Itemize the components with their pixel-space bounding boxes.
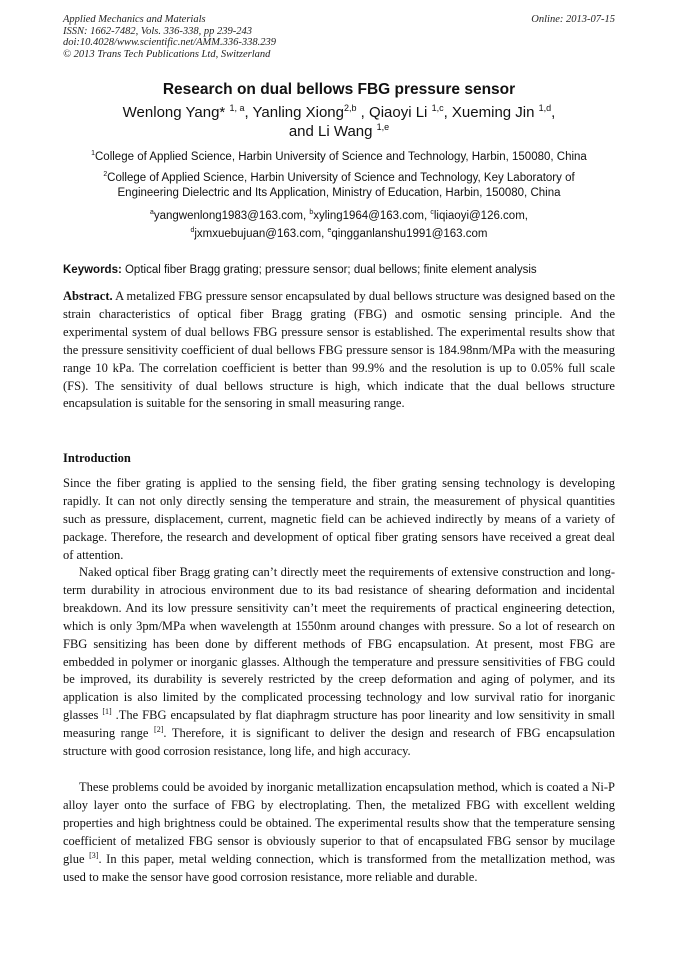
paragraph-text: . In this paper, metal welding connection, which is transformed from the metallization method, was used to make the sensor have good corrosion resistance, more reliable and durable.: [63, 851, 615, 884]
affiliation-1: [63, 150, 615, 165]
section-heading: Introduction: [63, 451, 131, 465]
affiliation-text: Engineering Dielectric and Its Application, Ministry of Education, Harbin, 150080, China: [117, 187, 561, 199]
affiliation-text: College of Applied Science, Harbin University of Science and Technology, Key Laboratory of: [107, 172, 575, 184]
author-affiliation: 1,c: [431, 103, 444, 113]
keywords-text: Optical fiber Bragg grating; pressure sensor; dual bellows; finite element analysis: [121, 264, 537, 276]
author-affiliation: 1,e: [376, 122, 390, 132]
email-tag: c: [430, 209, 434, 217]
paragraph: [63, 564, 615, 761]
author-list: Wenlong Yang* $^{1, a}$, Yanling Xiong$^{2,b}$ , Qiaoyi Li $^{1,c}$, Xueming Jin $^{1,d}$, and Li Wang $^{1,e}$: [122, 103, 556, 140]
abstract-text: A metalized FBG pressure sensor encapsulated by dual bellows structure was designed based on the strain characteristics of optical fiber Bragg grating (FBG) and osmotic sensing principle. And the experimental system of dual bellows FBG pressure sensor is established. The experimental results show that the pressure sensitivity coefficient of dual bellows FBG pressure sensor is 184.98nm/MPa with the measuring range 10 kPa. The correlation coefficient is better than 99.9% and the resolution is up to 0.05% full scale (FS). The sensitivity of dual bellows structure is high, which indicate that the dual bellows structure encapsulation is suitable for the sensoring in small measuring range.: [63, 289, 615, 411]
journal-name: Applied Mechanics and Materials: [63, 14, 206, 25]
author-name: Yanling Xiong: [252, 104, 344, 121]
author-name: Xueming Jin: [451, 104, 535, 121]
affiliation-text: College of Applied Science, Harbin University of Science and Technology, Harbin, 150080, China: [95, 151, 587, 163]
email-tag: e: [327, 227, 332, 235]
paragraph-text: These problems could be avoided by inorganic metallization encapsulation method, which is coated a Ni-P alloy layer onto the surface of FBG by electroplating. Then, the metalized FBG with excellent welding properties and high brightness could be obtained. The experimental results show that the temperature sensing coefficient of metalized FBG sensor is obviously superior to that of encapsulated FBG sensor by mucilage glue: [63, 780, 615, 866]
doi: doi:10.4028/www.scientific.net/AMM.336-338.239: [63, 37, 276, 48]
paragraph-text: . Therefore, it is significant to deliver the design and research of FBG encapsulation structure with good corrosion resistance, long life, and high accuracy.: [63, 726, 616, 759]
email-address[interactable]: liqiaoyi@126.com: [433, 210, 525, 222]
email-list: $^a$yangwenlong1983@163.com, $^b$xyling1964@163.com, $^c$liqiaoyi@126.com, $^d$jxmxuebujuan@163.com, $^e$qingganlanshu1991@163.com: [150, 209, 528, 240]
author-name: Wenlong Yang*: [122, 104, 226, 121]
keywords: [63, 264, 615, 276]
paragraph-text: Naked optical fiber Bragg grating can’t directly meet the requirements of extensive construction and long-term durability in atrocious environment due to its bad resistance of shearing deformation and incidental breakdown. And its low pressure sensitivity can’t meet the requirements of practical engineering detection, which is only 3pm/MPa when wavelength at 1550nm around changes with pressure. So a lot of research on FBG sensitizing has been done by different methods of FBG encapsulation. At present, most FBG are embedded in polymer or inorganic glasses. Although the temperature and pressure sensitivities of FBG could be improved, its durability is severely restricted by the creep deformation and aging of polymer, and its application is also limited by the complicated processing technology and low survival ratio for inorganic glasses: [63, 565, 615, 723]
email-address[interactable]: xyling1964@163.com: [313, 210, 424, 222]
author-affiliation: 2,b: [344, 103, 357, 113]
author-name: Li Wang: [318, 123, 373, 140]
author-name: Qiaoyi Li: [369, 104, 428, 121]
affiliation-number: 2: [103, 171, 108, 179]
email-address[interactable]: qingganlanshu1991@163.com: [331, 228, 488, 240]
email-tag: d: [190, 227, 195, 235]
keywords-label: Keywords:: [63, 264, 122, 276]
citation-ref[interactable]: [2]: [154, 725, 164, 734]
journal-header: [63, 14, 615, 60]
paragraph-text: Since the fiber grating is applied to the sensing field, the fiber grating sensing technology is developing rapidly. It can not only directly sensing the temperature and strain, the measurement of physical quantities such as pressure, displacement, current, magnetic field can be achieved indirectly by means of a variety of package. Therefore, the research and development of optical fiber grating sensors have received a great deal of attention.: [63, 476, 615, 562]
affiliation-number: 1: [91, 150, 95, 158]
email-address[interactable]: yangwenlong1983@163.com: [153, 210, 303, 222]
online-date: Online: 2013-07-15: [531, 14, 615, 25]
copyright: © 2013 Trans Tech Publications Ltd, Switzerland: [63, 48, 271, 60]
email-address[interactable]: jxmxuebujuan@163.com: [194, 228, 322, 240]
author-affiliation: 1,d: [538, 103, 552, 113]
citation-ref[interactable]: [1]: [102, 707, 112, 717]
abstract: [63, 288, 615, 413]
email-tag: a: [150, 209, 154, 217]
paragraph: [63, 475, 615, 565]
affiliation-2: [63, 171, 615, 201]
author-affiliation: 1, a: [229, 103, 245, 113]
issn: ISSN: 1662-7482, Vols. 336-338, pp 239-243: [63, 25, 252, 37]
paragraph-text: .The FBG encapsulated by flat diaphragm structure has poor linearity and low sensitivity in small measuring range: [63, 708, 615, 741]
paragraph: [63, 779, 615, 886]
citation-ref[interactable]: [3]: [89, 850, 99, 860]
email-tag: b: [309, 209, 314, 217]
abstract-label: Abstract.: [63, 289, 113, 303]
paper-title: Research on dual bellows FBG pressure sensor: [162, 81, 516, 98]
